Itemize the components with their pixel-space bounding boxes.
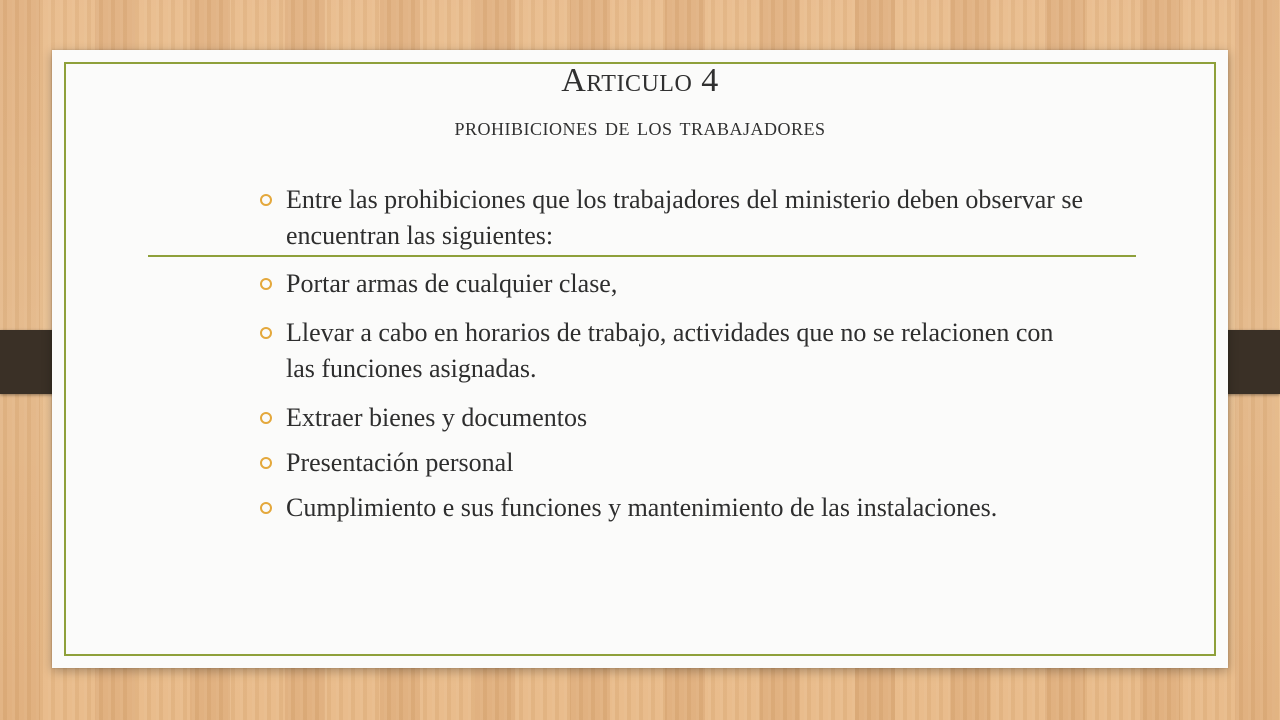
bullet-text: Llevar a cabo en horarios de trabajo, actividades que no se relacionen con las funciones asignadas. bbox=[286, 318, 1054, 383]
bullet-text: Portar armas de cualquier clase, bbox=[286, 269, 618, 298]
bullet-circle-icon bbox=[260, 327, 272, 339]
bullet-item bbox=[286, 266, 1086, 302]
bullet-item bbox=[286, 490, 1086, 526]
bullet-text: Presentación personal bbox=[286, 448, 514, 477]
bullet-item bbox=[286, 182, 1086, 254]
bullet-item bbox=[286, 400, 1086, 436]
bullet-text: Cumplimiento e sus funciones y mantenimiento de las instalaciones. bbox=[286, 493, 998, 522]
bullet-circle-icon bbox=[260, 457, 272, 469]
slide-title: Articulo 4 bbox=[561, 62, 719, 99]
bullet-item bbox=[286, 315, 1086, 387]
bullet-circle-icon bbox=[260, 502, 272, 514]
slide-subtitle: prohibiciones de los trabajadores bbox=[454, 112, 826, 141]
bullet-item bbox=[286, 445, 1086, 481]
bullet-circle-icon bbox=[260, 194, 272, 206]
bullet-text: Entre las prohibiciones que los trabajadores del ministerio deben observar se encuentran las siguientes: bbox=[286, 185, 1084, 250]
bullet-text: Extraer bienes y documentos bbox=[286, 403, 588, 432]
bullet-circle-icon bbox=[260, 278, 272, 290]
slide-paper bbox=[52, 50, 1228, 668]
bullet-circle-icon bbox=[260, 412, 272, 424]
bullet-list bbox=[52, 50, 1228, 668]
